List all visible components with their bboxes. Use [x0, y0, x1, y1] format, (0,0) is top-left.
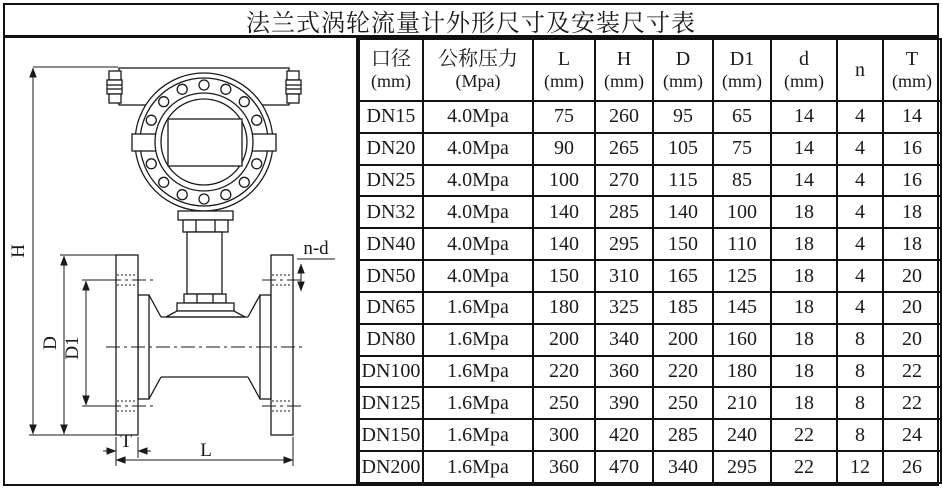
table-cell: 220 — [653, 356, 713, 388]
flow-meter-drawing — [5, 38, 356, 484]
dim-label-flange-od: D — [40, 336, 61, 350]
table-cell: 140 — [533, 196, 595, 228]
table-cell: DN25 — [359, 165, 423, 197]
table-cell: 4 — [837, 133, 883, 165]
column-header: 口径 (mm) — [359, 39, 423, 101]
table-row — [359, 260, 941, 292]
table-cell: 285 — [595, 196, 653, 228]
sheet-title: 法兰式涡轮流量计外形尺寸及安装尺寸表 — [5, 5, 937, 38]
table-cell: DN50 — [359, 260, 423, 292]
table-cell: 470 — [595, 451, 653, 483]
table-cell: 75 — [533, 101, 595, 133]
table-row — [359, 451, 941, 483]
table-cell: 1.6Mpa — [423, 419, 533, 451]
table-cell: 4 — [837, 165, 883, 197]
column-header: L (mm) — [533, 39, 595, 101]
table-row — [359, 419, 941, 451]
table-cell: 18 — [771, 260, 837, 292]
table-cell: 180 — [713, 356, 771, 388]
table-cell: 200 — [653, 324, 713, 356]
table-cell: 22 — [771, 451, 837, 483]
table-header-row — [359, 39, 941, 101]
table-cell: 14 — [771, 101, 837, 133]
table-cell: 145 — [713, 292, 771, 324]
table-cell: 295 — [595, 228, 653, 260]
table-cell: 270 — [595, 165, 653, 197]
display-window — [168, 119, 242, 166]
table-cell: 1.6Mpa — [423, 324, 533, 356]
table-cell: 360 — [533, 451, 595, 483]
table-cell: 8 — [837, 419, 883, 451]
table-cell: 4 — [837, 260, 883, 292]
table-cell: 20 — [883, 292, 941, 324]
table-row — [359, 196, 941, 228]
table-row — [359, 324, 941, 356]
table-cell: DN65 — [359, 292, 423, 324]
table-cell: 12 — [837, 451, 883, 483]
table-cell: 90 — [533, 133, 595, 165]
table-cell: 165 — [653, 260, 713, 292]
spec-sheet-frame — [3, 3, 939, 486]
table-cell: 150 — [533, 260, 595, 292]
table-cell: 140 — [653, 196, 713, 228]
table-cell: 125 — [713, 260, 771, 292]
table-cell: 4.0Mpa — [423, 165, 533, 197]
table-row — [359, 292, 941, 324]
table-cell: 4.0Mpa — [423, 260, 533, 292]
table-cell: 150 — [653, 228, 713, 260]
table-cell: 18 — [771, 196, 837, 228]
table-cell: 4 — [837, 196, 883, 228]
table-cell: 390 — [595, 387, 653, 419]
table-cell: 18 — [771, 228, 837, 260]
table-cell: 110 — [713, 228, 771, 260]
table-cell: 100 — [533, 165, 595, 197]
table-cell: DN32 — [359, 196, 423, 228]
table-cell: 4.0Mpa — [423, 196, 533, 228]
column-header: n — [837, 39, 883, 101]
dim-label-bolt-circle: D1 — [62, 336, 83, 360]
table-cell: DN20 — [359, 133, 423, 165]
table-cell: 1.6Mpa — [423, 356, 533, 388]
meter-neck — [166, 211, 245, 317]
table-cell: 14 — [883, 101, 941, 133]
column-header: D1 (mm) — [713, 39, 771, 101]
table-cell: 20 — [883, 324, 941, 356]
table-cell: 100 — [713, 196, 771, 228]
column-header: d (mm) — [771, 39, 837, 101]
table-cell: 360 — [595, 356, 653, 388]
table-cell: 18 — [883, 228, 941, 260]
table-cell: 18 — [771, 324, 837, 356]
table-cell: 4 — [837, 101, 883, 133]
table-cell: 14 — [771, 133, 837, 165]
table-cell: 420 — [595, 419, 653, 451]
table-cell: 115 — [653, 165, 713, 197]
dim-label-length: L — [200, 440, 212, 461]
cable-gland-left — [107, 71, 122, 103]
table-cell: 4.0Mpa — [423, 101, 533, 133]
table-cell: 18 — [771, 356, 837, 388]
table-cell: 1.6Mpa — [423, 292, 533, 324]
table-cell: 8 — [837, 324, 883, 356]
table-cell: 22 — [883, 356, 941, 388]
table-row — [359, 101, 941, 133]
sheet-content — [5, 38, 937, 484]
table-cell: 75 — [713, 133, 771, 165]
column-header: D (mm) — [653, 39, 713, 101]
table-cell: 4 — [837, 228, 883, 260]
table-cell: 18 — [771, 292, 837, 324]
flange-left — [116, 255, 138, 435]
table-cell: 185 — [653, 292, 713, 324]
table-cell: 22 — [883, 387, 941, 419]
table-cell: DN80 — [359, 324, 423, 356]
table-cell: 340 — [653, 451, 713, 483]
table-cell: 14 — [771, 165, 837, 197]
table-cell: 22 — [771, 419, 837, 451]
table-cell: 24 — [883, 419, 941, 451]
column-header: 公称压力 (Mpa) — [423, 39, 533, 101]
table-cell: 85 — [713, 165, 771, 197]
table-row — [359, 387, 941, 419]
table-cell: 310 — [595, 260, 653, 292]
table-cell: 250 — [533, 387, 595, 419]
dim-label-bolt-holes: n-d — [303, 238, 329, 259]
table-row — [359, 165, 941, 197]
transmitter-head — [107, 68, 301, 211]
table-cell: 16 — [883, 133, 941, 165]
table-cell: DN40 — [359, 228, 423, 260]
table-cell: 65 — [713, 101, 771, 133]
table-cell: 160 — [713, 324, 771, 356]
table-cell: DN125 — [359, 387, 423, 419]
table-cell: 260 — [595, 101, 653, 133]
table-cell: 220 — [533, 356, 595, 388]
table-cell: DN200 — [359, 451, 423, 483]
dimension-table-panel — [358, 38, 937, 484]
dimension-table — [358, 38, 942, 484]
table-cell: DN150 — [359, 419, 423, 451]
column-header: T (mm) — [883, 39, 941, 101]
drawing-panel — [5, 38, 358, 484]
table-cell: 180 — [533, 292, 595, 324]
table-cell: 18 — [883, 196, 941, 228]
table-row — [359, 133, 941, 165]
table-cell: 250 — [653, 387, 713, 419]
table-cell: 240 — [713, 419, 771, 451]
table-cell: 295 — [713, 451, 771, 483]
table-cell: 18 — [771, 387, 837, 419]
dim-label-height: H — [8, 244, 29, 258]
table-cell: 200 — [533, 324, 595, 356]
table-cell: 26 — [883, 451, 941, 483]
table-cell: 16 — [883, 165, 941, 197]
table-cell: 210 — [713, 387, 771, 419]
table-cell: 300 — [533, 419, 595, 451]
table-row — [359, 356, 941, 388]
table-cell: 20 — [883, 260, 941, 292]
table-cell: 8 — [837, 356, 883, 388]
dim-label-flange-thickness: T — [120, 431, 132, 452]
table-cell: 8 — [837, 387, 883, 419]
table-cell: 140 — [533, 228, 595, 260]
table-cell: DN100 — [359, 356, 423, 388]
table-cell: DN15 — [359, 101, 423, 133]
table-cell: 1.6Mpa — [423, 387, 533, 419]
table-cell: 340 — [595, 324, 653, 356]
table-cell: 4.0Mpa — [423, 133, 533, 165]
table-cell: 1.6Mpa — [423, 451, 533, 483]
table-cell: 4.0Mpa — [423, 228, 533, 260]
table-cell: 105 — [653, 133, 713, 165]
table-cell: 95 — [653, 101, 713, 133]
table-row — [359, 228, 941, 260]
column-header: H (mm) — [595, 39, 653, 101]
table-cell: 325 — [595, 292, 653, 324]
flange-right — [271, 255, 293, 435]
table-cell: 4 — [837, 292, 883, 324]
table-cell: 285 — [653, 419, 713, 451]
table-cell: 265 — [595, 133, 653, 165]
cable-gland-right — [286, 71, 301, 103]
